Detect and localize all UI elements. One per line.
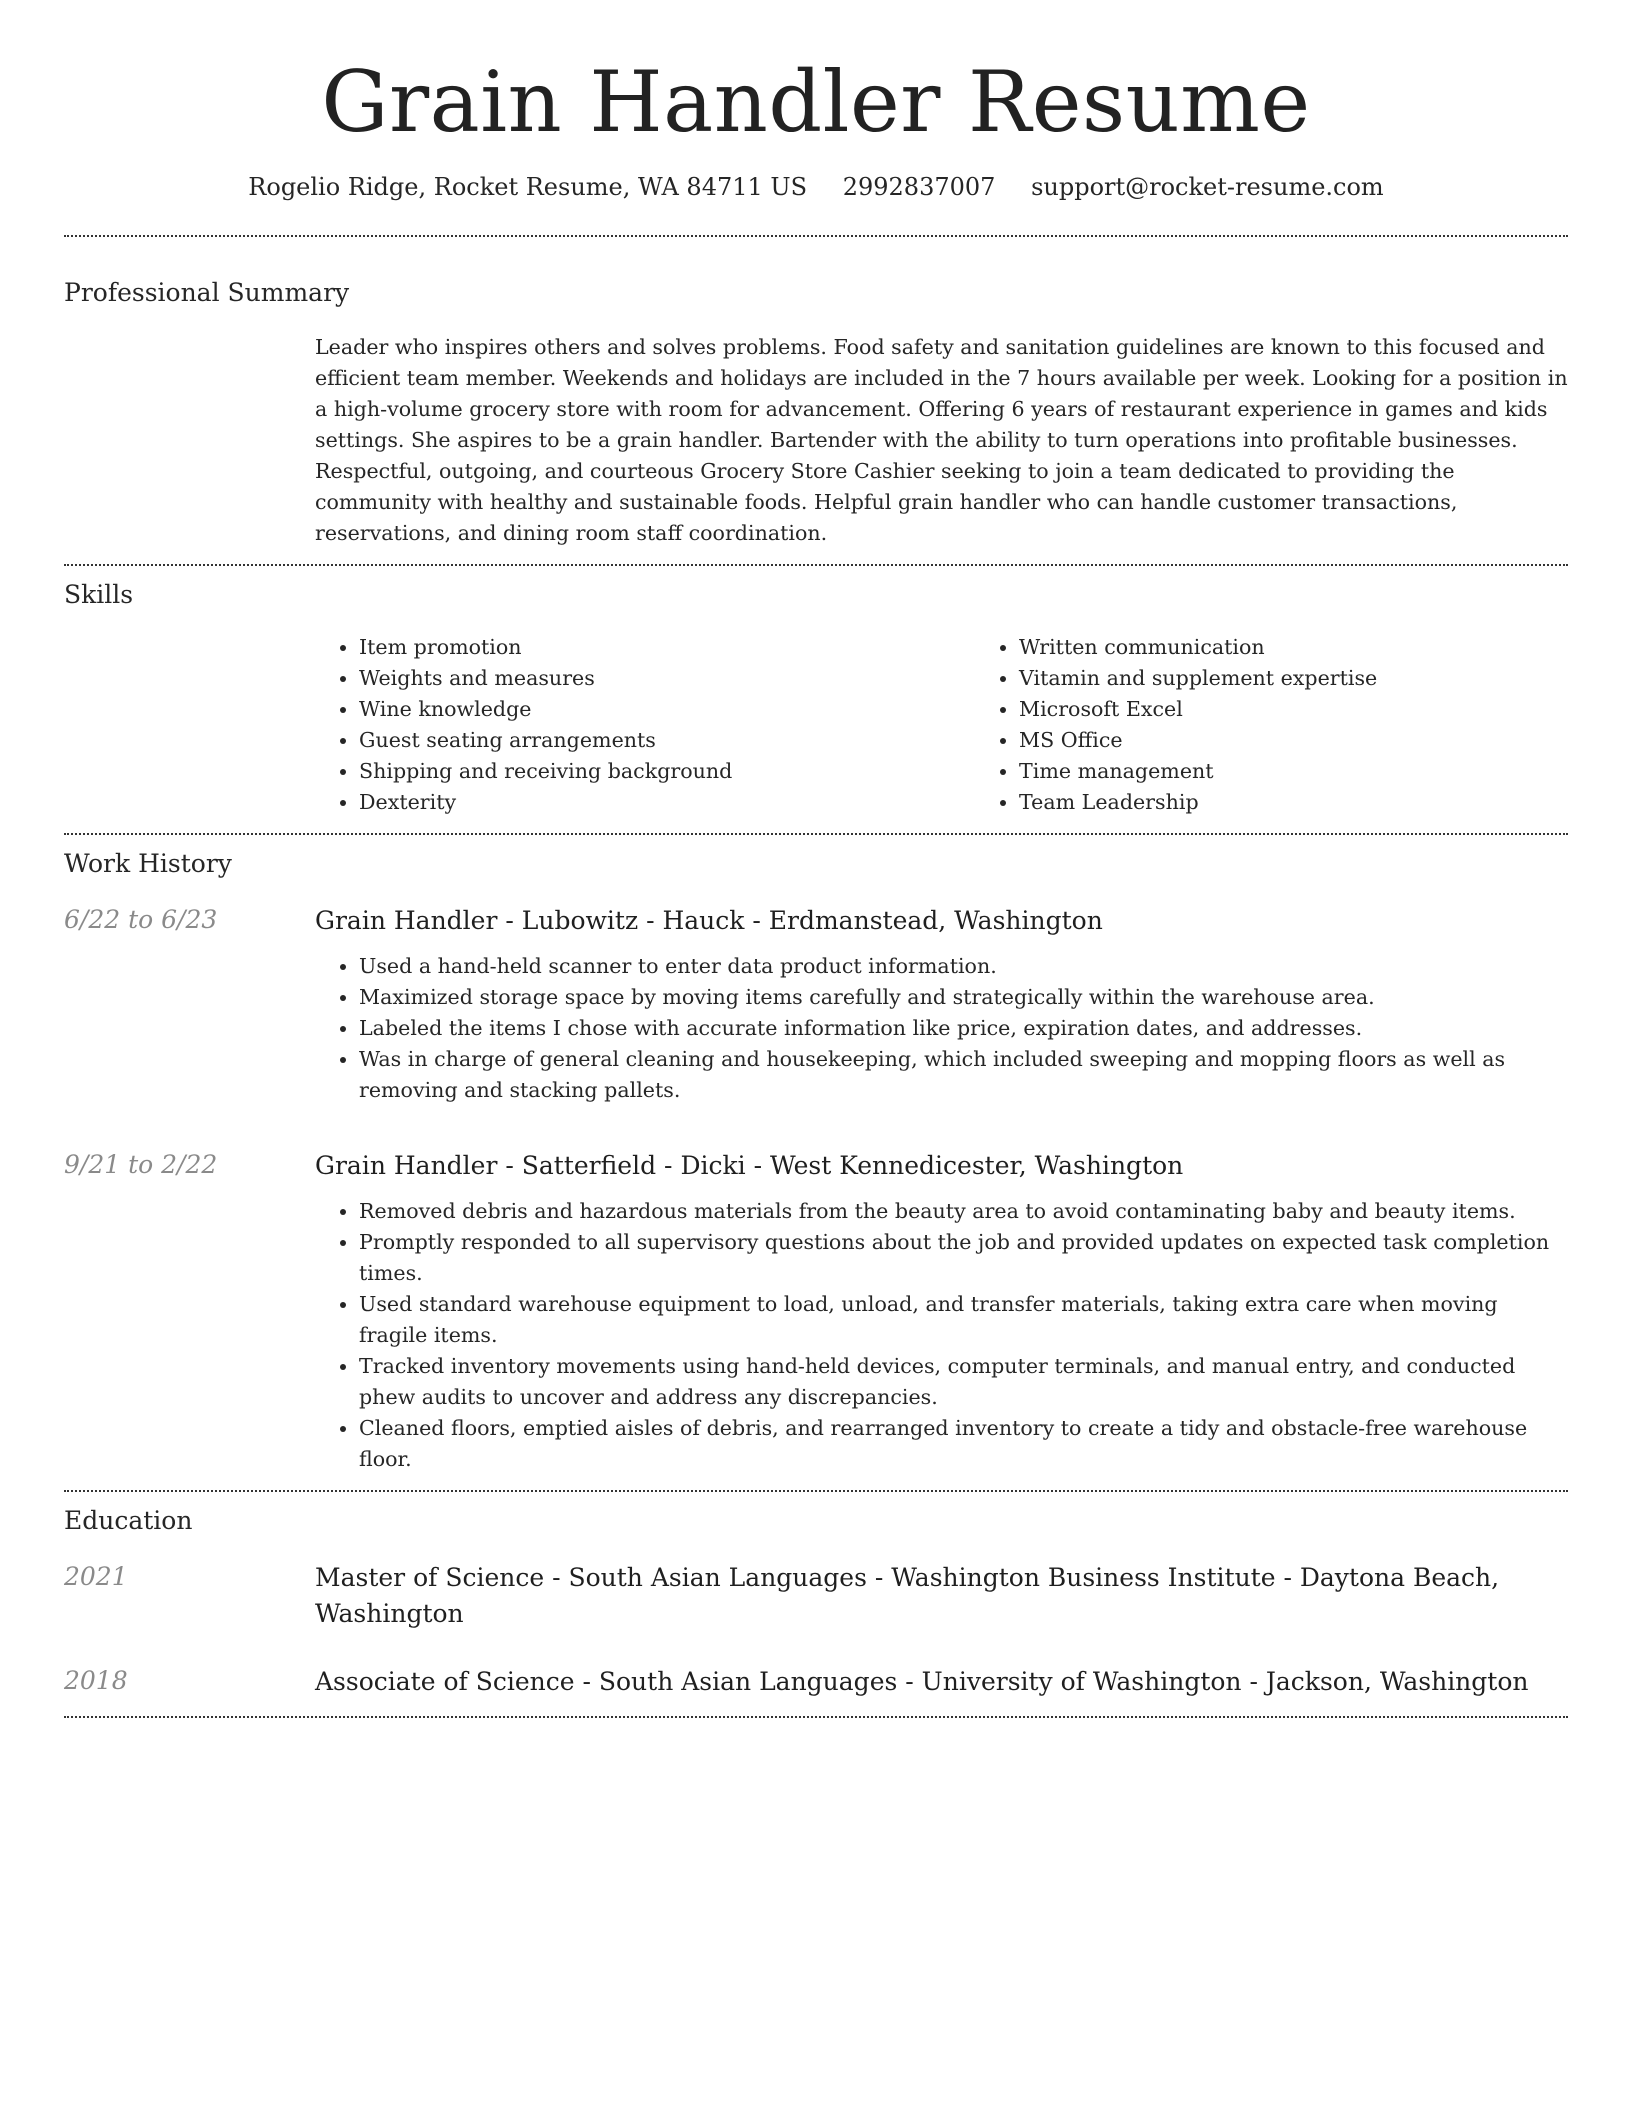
skill-item: • Shipping and receiving background [359,756,975,787]
job-bullet: • Labeled the items I chose with accurate information like price, expiration dates, and addresses. [359,1013,1568,1044]
skill-item: • Time management [1019,756,1632,787]
education-year: 2021 [64,1562,128,1591]
divider [64,564,1568,566]
job-dates: 6/22 to 6/23 [64,905,218,934]
skill-item: • Weights and measures [359,663,975,694]
skills-section [64,578,1568,818]
skill-item: • Wine knowledge [359,694,975,725]
resume-title: Grain Handler Resume [321,53,1311,151]
job-entry [64,1148,1568,1475]
job-dates: 9/21 to 2/22 [64,1150,218,1179]
job-bullet: • Used a hand-held scanner to enter data product information. [359,951,1568,982]
education-degree: Associate of Science - South Asian Languages - University of Washington - Jackson, Washington [315,1667,1529,1696]
skill-item: • Team Leadership [1019,787,1632,818]
job-bullet: • Cleaned floors, emptied aisles of debris, and rearranged inventory to create a tidy and obstacle-free warehouse floor. [359,1413,1568,1475]
divider [64,1716,1568,1718]
resume-page [64,0,1568,1718]
summary-heading: Professional Summary [64,278,350,307]
summary-text: Leader who inspires others and solves problems. Food safety and sanitation guidelines are known to this focused and efficient team member. Weekends and holidays are included in the 7 hours available per week. Looking for a position in a high-volume grocery store with room for advancement. Offering 6 years of restaurant experience in games and kids settings. She aspires to be a grain handler. Bartender with the ability to turn operations into profitable businesses. Respectful, outgoing, and courteous Grocery Store Cashier seeking to join a team dedicated to providing the community with healthy and sustainable foods. Helpful grain handler who can handle customer transactions, reservations, and dining room staff coordination. [315,335,1568,545]
skill-item: • Item promotion [359,632,975,663]
divider [64,1490,1568,1492]
skills-list-left [315,632,975,818]
job-title: Grain Handler - Lubowitz - Hauck - Erdmanstead, Washington [315,906,1103,935]
skill-item: • Written communication [1019,632,1632,663]
education-entry [64,1560,1568,1632]
contact-email: support@rocket-resume.com [1031,173,1384,201]
skill-item: • MS Office [1019,725,1632,756]
contact-line [64,170,1568,204]
divider [64,833,1568,835]
job-bullet: • Was in charge of general cleaning and housekeeping, which included sweeping and mopping floors as well as removing and stacking pallets. [359,1044,1568,1106]
work-heading: Work History [64,849,232,878]
skill-item: • Dexterity [359,787,975,818]
skill-item: • Microsoft Excel [1019,694,1632,725]
work-section [64,847,1568,1475]
education-year: 2018 [64,1666,128,1695]
education-section [64,1504,1568,1700]
job-bullet: • Tracked inventory movements using hand-held devices, computer terminals, and manual entry, and conducted phew audits to uncover and address any discrepancies. [359,1351,1568,1413]
contact-phone: 2992837007 [842,173,996,201]
skills-heading: Skills [64,580,134,609]
education-degree: Master of Science - South Asian Languages - Washington Business Institute - Daytona Beach, Washington [315,1563,1500,1628]
job-bullets [315,1196,1568,1475]
divider [64,235,1568,237]
job-bullet: • Used standard warehouse equipment to load, unload, and transfer materials, taking extra care when moving fragile items. [359,1289,1568,1351]
skill-item: • Guest seating arrangements [359,725,975,756]
education-heading: Education [64,1506,193,1535]
skills-list-right [975,632,1632,818]
job-title: Grain Handler - Satterfield - Dicki - West Kennedicester, Washington [315,1151,1184,1180]
job-bullet: • Maximized storage space by moving items carefully and strategically within the warehouse area. [359,982,1568,1013]
contact-address: Rogelio Ridge, Rocket Resume, WA 84711 US [248,173,808,201]
job-entry [64,903,1568,1106]
job-bullets [315,951,1568,1106]
job-bullet: • Removed debris and hazardous materials from the beauty area to avoid contaminating baby and beauty items. [359,1196,1568,1227]
skill-item: • Vitamin and supplement expertise [1019,663,1632,694]
job-bullet: • Promptly responded to all supervisory questions about the job and provided updates on expected task completion times. [359,1227,1568,1289]
summary-section [64,276,1568,549]
education-entry [64,1664,1568,1700]
